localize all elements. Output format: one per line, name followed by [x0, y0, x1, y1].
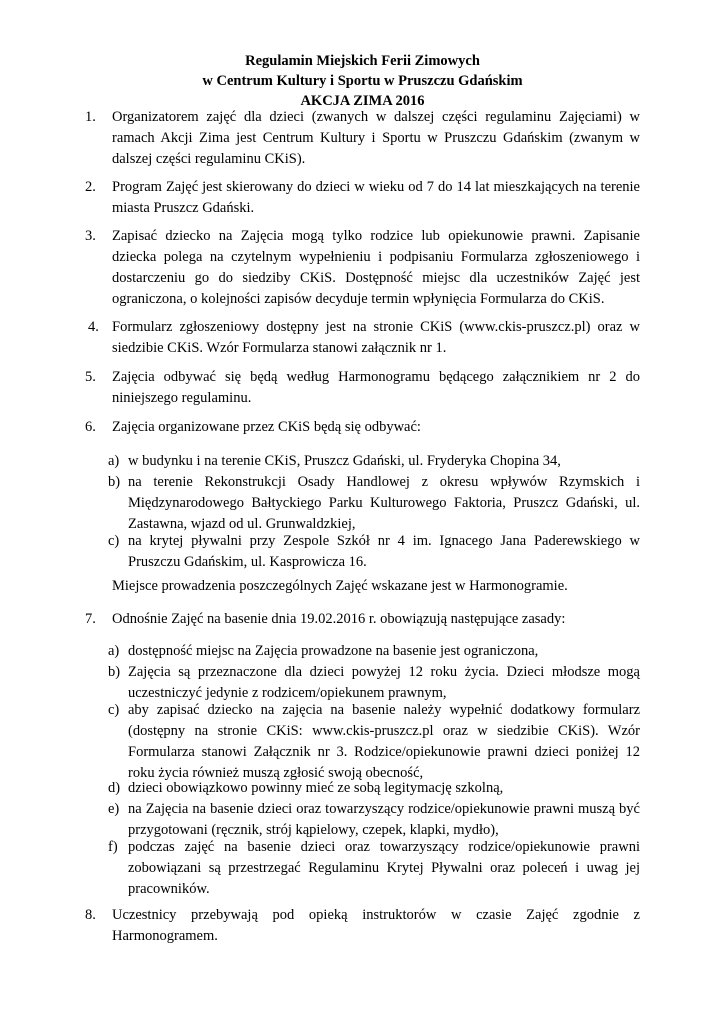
sub-item-letter: d) [108, 780, 121, 796]
document-title-line2: w Centrum Kultury i Sportu w Pruszczu Gdańskim [202, 73, 523, 89]
sub-item-text: na terenie Rekonstrukcji Osady Handlowej z okresu wpływów Rzymskich i Międzynarodowego Bałtyckiego Parku Kulturowego Faktoria, Pruszcz Gdański, ul. Zastawna, wjazd od ul. Grunwaldzkiej, [128, 474, 640, 532]
item-text: Zajęcia organizowane przez CKiS będą się odbywać: [112, 419, 421, 435]
item-text: Formularz zgłoszeniowy dostępny jest na stronie CKiS (www.ckis-pruszcz.pl) oraz w siedzibie CKiS. Wzór Formularza stanowi załącznik nr 1. [112, 319, 640, 356]
item-number: 5. [85, 369, 96, 385]
sub-item-letter: f) [108, 839, 118, 855]
sub-item-text: dostępność miejsc na Zajęcia prowadzone na basenie jest ograniczona, [128, 643, 539, 659]
list-item-7 [85, 609, 640, 630]
sub-item-text: Zajęcia są przeznaczone dla dzieci powyżej 12 roku życia. Dzieci młodsze mogą uczestniczyć jedynie z rodzicem/opiekunem prawnym, [128, 664, 640, 701]
sub-item-text: na krytej pływalni przy Zespole Szkół nr 4 im. Ignacego Jana Paderewskiego w Pruszczu Gdańskim, ul. Kasprowicza 16. [128, 533, 640, 570]
list-item-1 [85, 107, 640, 170]
item-text: Uczestnicy przebywają pod opieką instruktorów w czasie Zajęć zgodnie z Harmonogramem. [112, 907, 640, 944]
sub-item-6a [108, 451, 640, 472]
item-text: Program Zajęć jest skierowany do dzieci w wieku od 7 do 14 lat mieszkających na terenie miasta Pruszcz Gdański. [112, 179, 640, 216]
item-number: 8. [85, 907, 96, 923]
sub-item-letter: a) [108, 453, 120, 469]
item-text: Odnośnie Zajęć na basenie dnia 19.02.2016 r. obowiązują następujące zasady: [112, 611, 566, 627]
sub-item-text: na Zajęcia na basenie dzieci oraz towarzyszący rodzice/opiekunowie prawni muszą być przygotowani (ręcznik, strój kąpielowy, czepek, klapki, mydło), [128, 801, 640, 838]
item-number: 7. [85, 611, 96, 627]
sub-item-letter: b) [108, 474, 121, 490]
list-item-3 [85, 226, 640, 310]
list-item-4 [88, 317, 640, 359]
sub-item-letter: c) [108, 702, 120, 718]
sub-item-7d [108, 778, 640, 799]
item-number: 1. [85, 109, 96, 125]
item-text: Organizatorem zajęć dla dzieci (zwanych w dalszej części regulaminu Zajęciami) w ramach Akcji Zima jest Centrum Kultury i Sportu w Pruszczu Gdańskim (zwanym w dalszej części regulaminu CKiS). [112, 109, 640, 167]
item-text: Zajęcia odbywać się będą według Harmonogramu będącego załącznikiem nr 2 do niniejszego regulaminu. [112, 369, 640, 406]
sub-item-6b [108, 472, 640, 535]
document-title-line1: Regulamin Miejskich Ferii Zimowych [245, 53, 480, 69]
sub-item-7f [108, 837, 640, 900]
list-item-2 [85, 177, 640, 219]
item-text: Zapisać dziecko na Zajęcia mogą tylko rodzice lub opiekunowie prawni. Zapisanie dziecka polega na czytelnym wypełnieniu i podpisaniu Formularza zgłoszeniowego i dostarczeniu go do siedziby CKiS. Dostępność miejsc dla uczestników Zajęć jest ograniczona, o kolejności zapisów decyduje termin wpłynięcia Formularza do CKiS. [112, 228, 640, 307]
sub-item-7c [108, 700, 640, 784]
sub-item-text: aby zapisać dziecko na zajęcia na basenie należy wypełnić dodatkowy formularz (dostępny na stronie CKiS: www.ckis-pruszcz.pl oraz w siedzibie CKiS). Wzór Formularza stanowi Załącznik nr 3. Rodzice/opiekunowie prawni dzieci poniżej 12 roku życia również muszą zgłosić swoją obecność, [128, 702, 640, 781]
sub-item-text: dzieci obowiązkowo powinny mieć ze sobą legitymację szkolną, [128, 780, 504, 796]
item-number: 4. [88, 319, 99, 335]
item-number: 3. [85, 228, 96, 244]
sub-item-letter: a) [108, 643, 120, 659]
item-number: 6. [85, 419, 96, 435]
sub-item-text: w budynku i na terenie CKiS, Pruszcz Gdański, ul. Fryderyka Chopina 34, [128, 453, 561, 469]
sub-item-text: podczas zajęć na basenie dzieci oraz towarzyszący rodzice/opiekunowie prawni zobowiązani są przestrzegać Regulaminu Krytej Pływalni oraz poleceń i uwag jej pracowników. [128, 839, 640, 897]
item6-note: Miejsce prowadzenia poszczególnych Zajęć wskazane jest w Harmonogramie. [112, 578, 568, 594]
document-title-line3: AKCJA ZIMA 2016 [300, 93, 425, 109]
list-item-6 [85, 417, 640, 438]
sub-item-letter: c) [108, 533, 120, 549]
list-item-5 [85, 367, 640, 409]
sub-item-7b [108, 662, 640, 704]
sub-item-6c [108, 531, 640, 573]
list-item-8 [85, 905, 640, 947]
sub-item-letter: e) [108, 801, 120, 817]
sub-item-7a [108, 641, 640, 662]
sub-item-letter: b) [108, 664, 121, 680]
item-number: 2. [85, 179, 96, 195]
sub-item-7e [108, 799, 640, 841]
